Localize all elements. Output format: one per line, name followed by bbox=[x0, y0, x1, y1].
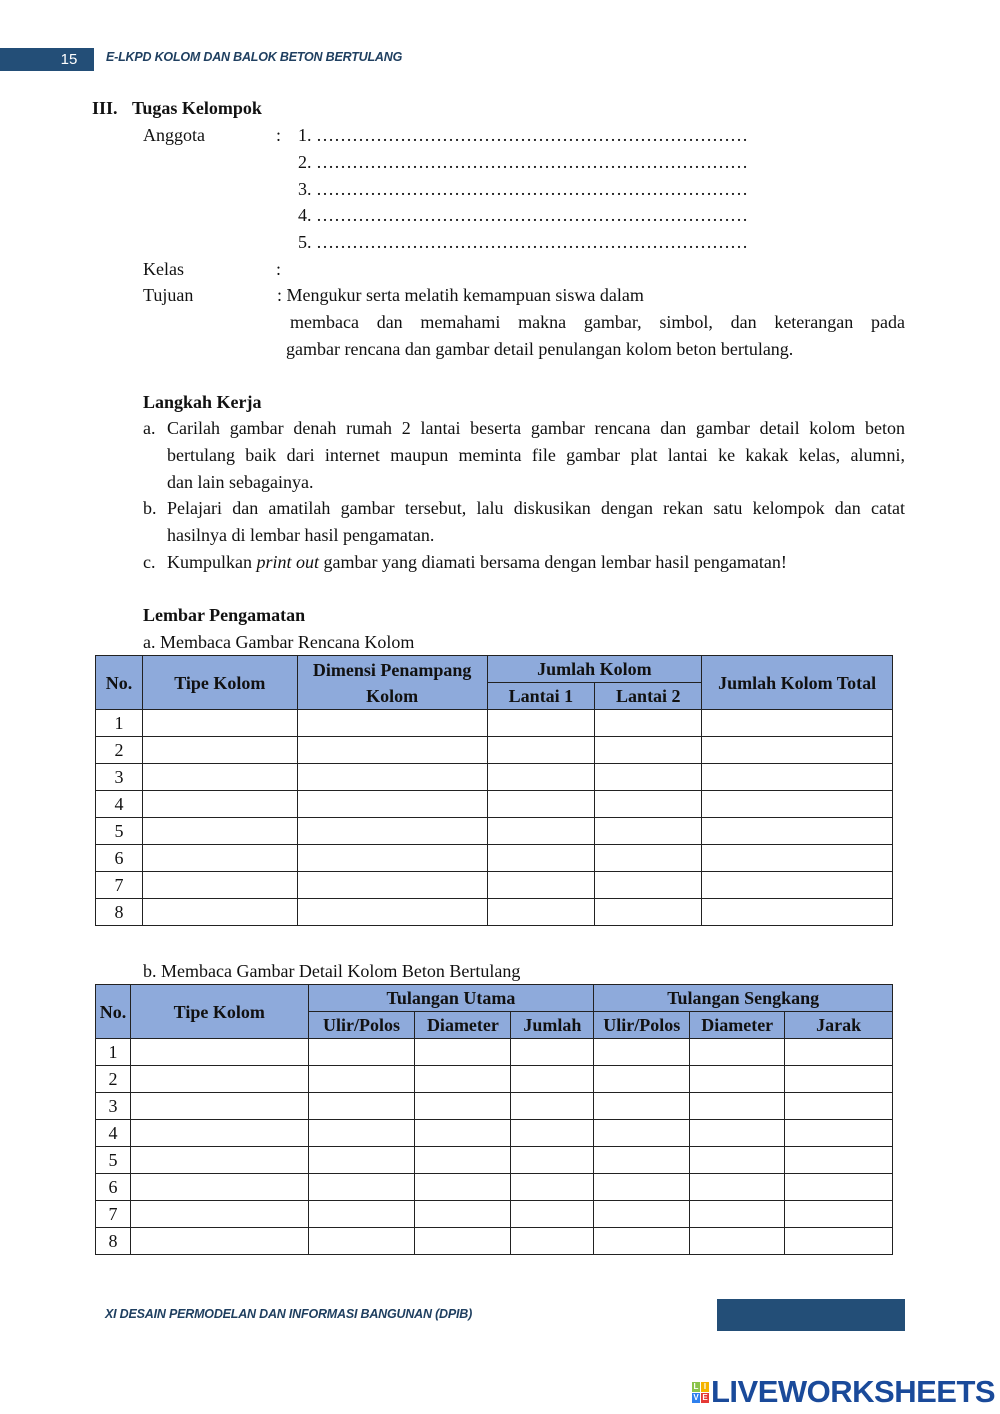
input-cell[interactable] bbox=[594, 1174, 690, 1201]
input-cell[interactable] bbox=[130, 1120, 308, 1147]
input-cell[interactable] bbox=[142, 872, 297, 899]
input-cell[interactable] bbox=[130, 1201, 308, 1228]
section-number: III. bbox=[92, 98, 118, 118]
input-cell[interactable] bbox=[690, 1039, 785, 1066]
step-c-text bbox=[167, 552, 787, 572]
input-cell[interactable] bbox=[511, 1039, 594, 1066]
row-number: 7 bbox=[96, 1201, 131, 1228]
input-cell[interactable] bbox=[308, 1039, 415, 1066]
step-a-line-1: Carilah gambar denah rumah 2 lantai beserta gambar rencana dan gambar detail kolom beton bbox=[167, 418, 905, 438]
input-cell[interactable] bbox=[130, 1228, 308, 1255]
input-cell[interactable] bbox=[297, 710, 487, 737]
header-tulangan-utama: Tulangan Utama bbox=[308, 985, 594, 1012]
input-cell[interactable] bbox=[415, 1201, 511, 1228]
table-row bbox=[96, 1120, 893, 1147]
liveworksheets-icon bbox=[692, 1382, 709, 1403]
input-cell[interactable] bbox=[690, 1120, 785, 1147]
row-number: 6 bbox=[96, 1174, 131, 1201]
input-cell[interactable] bbox=[785, 1174, 893, 1201]
step-c-pre: Kumpulkan bbox=[167, 552, 257, 572]
input-cell[interactable] bbox=[785, 1093, 893, 1120]
input-cell[interactable] bbox=[594, 1120, 690, 1147]
header-jumlah-kolom: Jumlah Kolom bbox=[487, 656, 702, 683]
row-number: 8 bbox=[96, 899, 143, 926]
input-cell[interactable] bbox=[297, 764, 487, 791]
member-field-3[interactable]: 3. ……………………………………………………………… bbox=[298, 179, 748, 199]
table-row bbox=[96, 1066, 893, 1093]
member-field-4[interactable]: 4. ……………………………………………………………… bbox=[298, 205, 748, 225]
input-cell[interactable] bbox=[690, 1066, 785, 1093]
table-row bbox=[96, 791, 893, 818]
header-sengkang-ulir-polos: Ulir/Polos bbox=[594, 1012, 690, 1039]
input-cell[interactable] bbox=[130, 1147, 308, 1174]
input-cell[interactable] bbox=[415, 1066, 511, 1093]
input-cell[interactable] bbox=[785, 1120, 893, 1147]
input-cell[interactable] bbox=[415, 1093, 511, 1120]
input-cell[interactable] bbox=[594, 1066, 690, 1093]
input-cell[interactable] bbox=[595, 764, 702, 791]
row-number: 3 bbox=[96, 764, 143, 791]
input-cell[interactable] bbox=[702, 791, 893, 818]
logo-letter-v: V bbox=[693, 1392, 699, 1402]
row-number: 3 bbox=[96, 1093, 131, 1120]
input-cell[interactable] bbox=[595, 899, 702, 926]
input-cell[interactable] bbox=[785, 1228, 893, 1255]
input-cell[interactable] bbox=[594, 1093, 690, 1120]
input-cell[interactable] bbox=[487, 818, 595, 845]
input-cell[interactable] bbox=[690, 1093, 785, 1120]
input-cell[interactable] bbox=[702, 710, 893, 737]
input-cell[interactable] bbox=[130, 1066, 308, 1093]
anggota-colon: : bbox=[276, 125, 282, 145]
input-cell[interactable] bbox=[487, 791, 595, 818]
header-utama-jumlah: Jumlah bbox=[511, 1012, 594, 1039]
step-b-marker: b. bbox=[143, 498, 157, 518]
input-cell[interactable] bbox=[142, 791, 297, 818]
header-tipe-kolom: Tipe Kolom bbox=[142, 656, 297, 710]
input-cell[interactable] bbox=[487, 899, 595, 926]
input-cell[interactable] bbox=[511, 1093, 594, 1120]
header-tulangan-sengkang: Tulangan Sengkang bbox=[594, 985, 893, 1012]
row-number: 1 bbox=[96, 1039, 131, 1066]
input-cell[interactable] bbox=[595, 872, 702, 899]
input-cell[interactable] bbox=[702, 764, 893, 791]
logo-letter-e: E bbox=[702, 1392, 708, 1402]
input-cell[interactable] bbox=[142, 845, 297, 872]
tujuan-line-2: membaca dan memahami makna gambar, simbol, dan keterangan pada bbox=[290, 312, 905, 332]
section-title: Tugas Kelompok bbox=[132, 98, 262, 118]
input-cell[interactable] bbox=[487, 872, 595, 899]
input-cell[interactable] bbox=[130, 1039, 308, 1066]
input-cell[interactable] bbox=[595, 791, 702, 818]
table-row bbox=[96, 899, 893, 926]
step-b-line-2: hasilnya di lembar hasil pengamatan. bbox=[167, 525, 435, 545]
step-b-line-1: Pelajari dan amatilah gambar tersebut, lalu diskusikan dengan rekan satu kelompok dan catat bbox=[167, 498, 905, 518]
input-cell[interactable] bbox=[487, 845, 595, 872]
input-cell[interactable] bbox=[595, 710, 702, 737]
header-dimensi-line2: Kolom bbox=[366, 685, 419, 706]
table-a-caption: a. Membaca Gambar Rencana Kolom bbox=[143, 632, 415, 652]
input-cell[interactable] bbox=[595, 818, 702, 845]
table-row bbox=[96, 764, 893, 791]
row-number: 4 bbox=[96, 1120, 131, 1147]
page-number bbox=[0, 48, 90, 71]
header-sengkang-jarak: Jarak bbox=[785, 1012, 893, 1039]
input-cell[interactable] bbox=[785, 1039, 893, 1066]
input-cell[interactable] bbox=[594, 1147, 690, 1174]
footer-bar bbox=[717, 1299, 905, 1331]
row-number: 5 bbox=[96, 1147, 131, 1174]
header-lantai-2: Lantai 2 bbox=[595, 683, 702, 710]
input-cell[interactable] bbox=[142, 818, 297, 845]
input-cell[interactable] bbox=[690, 1174, 785, 1201]
langkah-kerja-title: Langkah Kerja bbox=[143, 392, 262, 412]
header-no: No. bbox=[96, 656, 143, 710]
input-cell[interactable] bbox=[702, 737, 893, 764]
input-cell[interactable] bbox=[415, 1228, 511, 1255]
row-number: 5 bbox=[96, 818, 143, 845]
table-row bbox=[96, 1147, 893, 1174]
table-rencana-kolom bbox=[95, 655, 893, 926]
tujuan-label: Tujuan bbox=[143, 285, 194, 305]
input-cell[interactable] bbox=[690, 1201, 785, 1228]
table-row bbox=[96, 872, 893, 899]
input-cell[interactable] bbox=[702, 845, 893, 872]
input-cell[interactable] bbox=[308, 1120, 415, 1147]
input-cell[interactable] bbox=[487, 710, 595, 737]
input-cell[interactable] bbox=[308, 1147, 415, 1174]
input-cell[interactable] bbox=[594, 1039, 690, 1066]
input-cell[interactable] bbox=[511, 1147, 594, 1174]
table-row bbox=[96, 1201, 893, 1228]
input-cell[interactable] bbox=[130, 1093, 308, 1120]
input-cell[interactable] bbox=[297, 899, 487, 926]
table-row bbox=[96, 737, 893, 764]
tujuan-line-1: : Mengukur serta melatih kemampuan siswa dalam bbox=[277, 285, 644, 305]
header-tipe-kolom: Tipe Kolom bbox=[130, 985, 308, 1039]
table-row bbox=[96, 710, 893, 737]
input-cell[interactable] bbox=[308, 1228, 415, 1255]
table-row bbox=[96, 1228, 893, 1255]
input-cell[interactable] bbox=[297, 791, 487, 818]
input-cell[interactable] bbox=[487, 737, 595, 764]
row-number: 2 bbox=[96, 737, 143, 764]
input-cell[interactable] bbox=[785, 1201, 893, 1228]
input-cell[interactable] bbox=[487, 764, 595, 791]
step-c-marker: c. bbox=[143, 552, 156, 572]
footer-text: XI DESAIN PERMODELAN DAN INFORMASI BANGUNAN (DPIB) bbox=[105, 1307, 473, 1321]
logo-letter-i: I bbox=[701, 1382, 709, 1392]
input-cell[interactable] bbox=[511, 1201, 594, 1228]
header-sengkang-diameter: Diameter bbox=[690, 1012, 785, 1039]
table-detail-kolom bbox=[95, 984, 893, 1255]
document-title: E-LKPD KOLOM DAN BALOK BETON BERTULANG bbox=[106, 50, 403, 64]
table-row bbox=[96, 1174, 893, 1201]
row-number: 8 bbox=[96, 1228, 131, 1255]
input-cell[interactable] bbox=[297, 872, 487, 899]
input-cell[interactable] bbox=[511, 1066, 594, 1093]
row-number: 6 bbox=[96, 845, 143, 872]
liveworksheets-logo bbox=[692, 1374, 995, 1410]
input-cell[interactable] bbox=[142, 737, 297, 764]
table-b-caption: b. Membaca Gambar Detail Kolom Beton Bertulang bbox=[143, 961, 521, 981]
input-cell[interactable] bbox=[297, 737, 487, 764]
input-cell[interactable] bbox=[142, 710, 297, 737]
header-utama-diameter: Diameter bbox=[415, 1012, 511, 1039]
step-c-post: gambar yang diamati bersama dengan lembar hasil pengamatan! bbox=[319, 552, 787, 572]
input-cell[interactable] bbox=[785, 1066, 893, 1093]
input-cell[interactable] bbox=[702, 872, 893, 899]
tujuan-line-3: gambar rencana dan gambar detail penulangan kolom beton bertulang. bbox=[286, 339, 794, 359]
logo-letter-l: L bbox=[693, 1381, 699, 1391]
input-cell[interactable] bbox=[415, 1147, 511, 1174]
row-number: 2 bbox=[96, 1066, 131, 1093]
input-cell[interactable] bbox=[595, 737, 702, 764]
member-field-5[interactable]: 5. ……………………………………………………………… bbox=[298, 232, 748, 252]
input-cell[interactable] bbox=[785, 1147, 893, 1174]
table-row bbox=[96, 818, 893, 845]
input-cell[interactable] bbox=[297, 845, 487, 872]
input-cell[interactable] bbox=[511, 1174, 594, 1201]
input-cell[interactable] bbox=[415, 1174, 511, 1201]
table-row bbox=[96, 1093, 893, 1120]
step-a-line-2: bertulang baik dari internet maupun meminta file gambar plat lantai ke kakak kelas, alumni, bbox=[167, 445, 905, 465]
header-utama-ulir-polos: Ulir/Polos bbox=[308, 1012, 415, 1039]
kelas-colon: : bbox=[276, 259, 282, 279]
header-dimensi-line1: Dimensi Penampang bbox=[312, 659, 472, 680]
input-cell[interactable] bbox=[297, 818, 487, 845]
input-cell[interactable] bbox=[511, 1120, 594, 1147]
input-cell[interactable] bbox=[690, 1147, 785, 1174]
step-a-marker: a. bbox=[143, 418, 156, 438]
input-cell[interactable] bbox=[702, 899, 893, 926]
lembar-pengamatan-title: Lembar Pengamatan bbox=[143, 605, 306, 625]
row-number: 1 bbox=[96, 710, 143, 737]
kelas-field[interactable] bbox=[290, 259, 690, 279]
input-cell[interactable] bbox=[511, 1228, 594, 1255]
member-field-2[interactable]: 2. ……………………………………………………………… bbox=[298, 152, 748, 172]
page-number-text: 15 bbox=[60, 51, 78, 68]
input-cell[interactable] bbox=[308, 1201, 415, 1228]
step-a-line-3: dan lain sebagainya. bbox=[167, 472, 314, 492]
input-cell[interactable] bbox=[415, 1039, 511, 1066]
table-row bbox=[96, 1039, 893, 1066]
input-cell[interactable] bbox=[308, 1093, 415, 1120]
input-cell[interactable] bbox=[142, 764, 297, 791]
header-dimensi bbox=[297, 656, 487, 710]
step-c-italic: print out bbox=[256, 552, 320, 572]
input-cell[interactable] bbox=[595, 845, 702, 872]
header-lantai-1: Lantai 1 bbox=[487, 683, 595, 710]
member-field-1[interactable]: 1. ……………………………………………………………… bbox=[298, 125, 748, 145]
header-no: No. bbox=[96, 985, 131, 1039]
header-jumlah-total: Jumlah Kolom Total bbox=[702, 656, 893, 710]
anggota-label: Anggota bbox=[143, 125, 205, 145]
row-number: 4 bbox=[96, 791, 143, 818]
kelas-label: Kelas bbox=[143, 259, 184, 279]
input-cell[interactable] bbox=[308, 1174, 415, 1201]
input-cell[interactable] bbox=[594, 1228, 690, 1255]
input-cell[interactable] bbox=[142, 899, 297, 926]
input-cell[interactable] bbox=[690, 1228, 785, 1255]
table-row bbox=[96, 845, 893, 872]
input-cell[interactable] bbox=[702, 818, 893, 845]
liveworksheets-wordmark: LIVEWORKSHEETS bbox=[711, 1374, 996, 1409]
input-cell[interactable] bbox=[594, 1201, 690, 1228]
input-cell[interactable] bbox=[415, 1120, 511, 1147]
input-cell[interactable] bbox=[308, 1066, 415, 1093]
row-number: 7 bbox=[96, 872, 143, 899]
input-cell[interactable] bbox=[130, 1174, 308, 1201]
